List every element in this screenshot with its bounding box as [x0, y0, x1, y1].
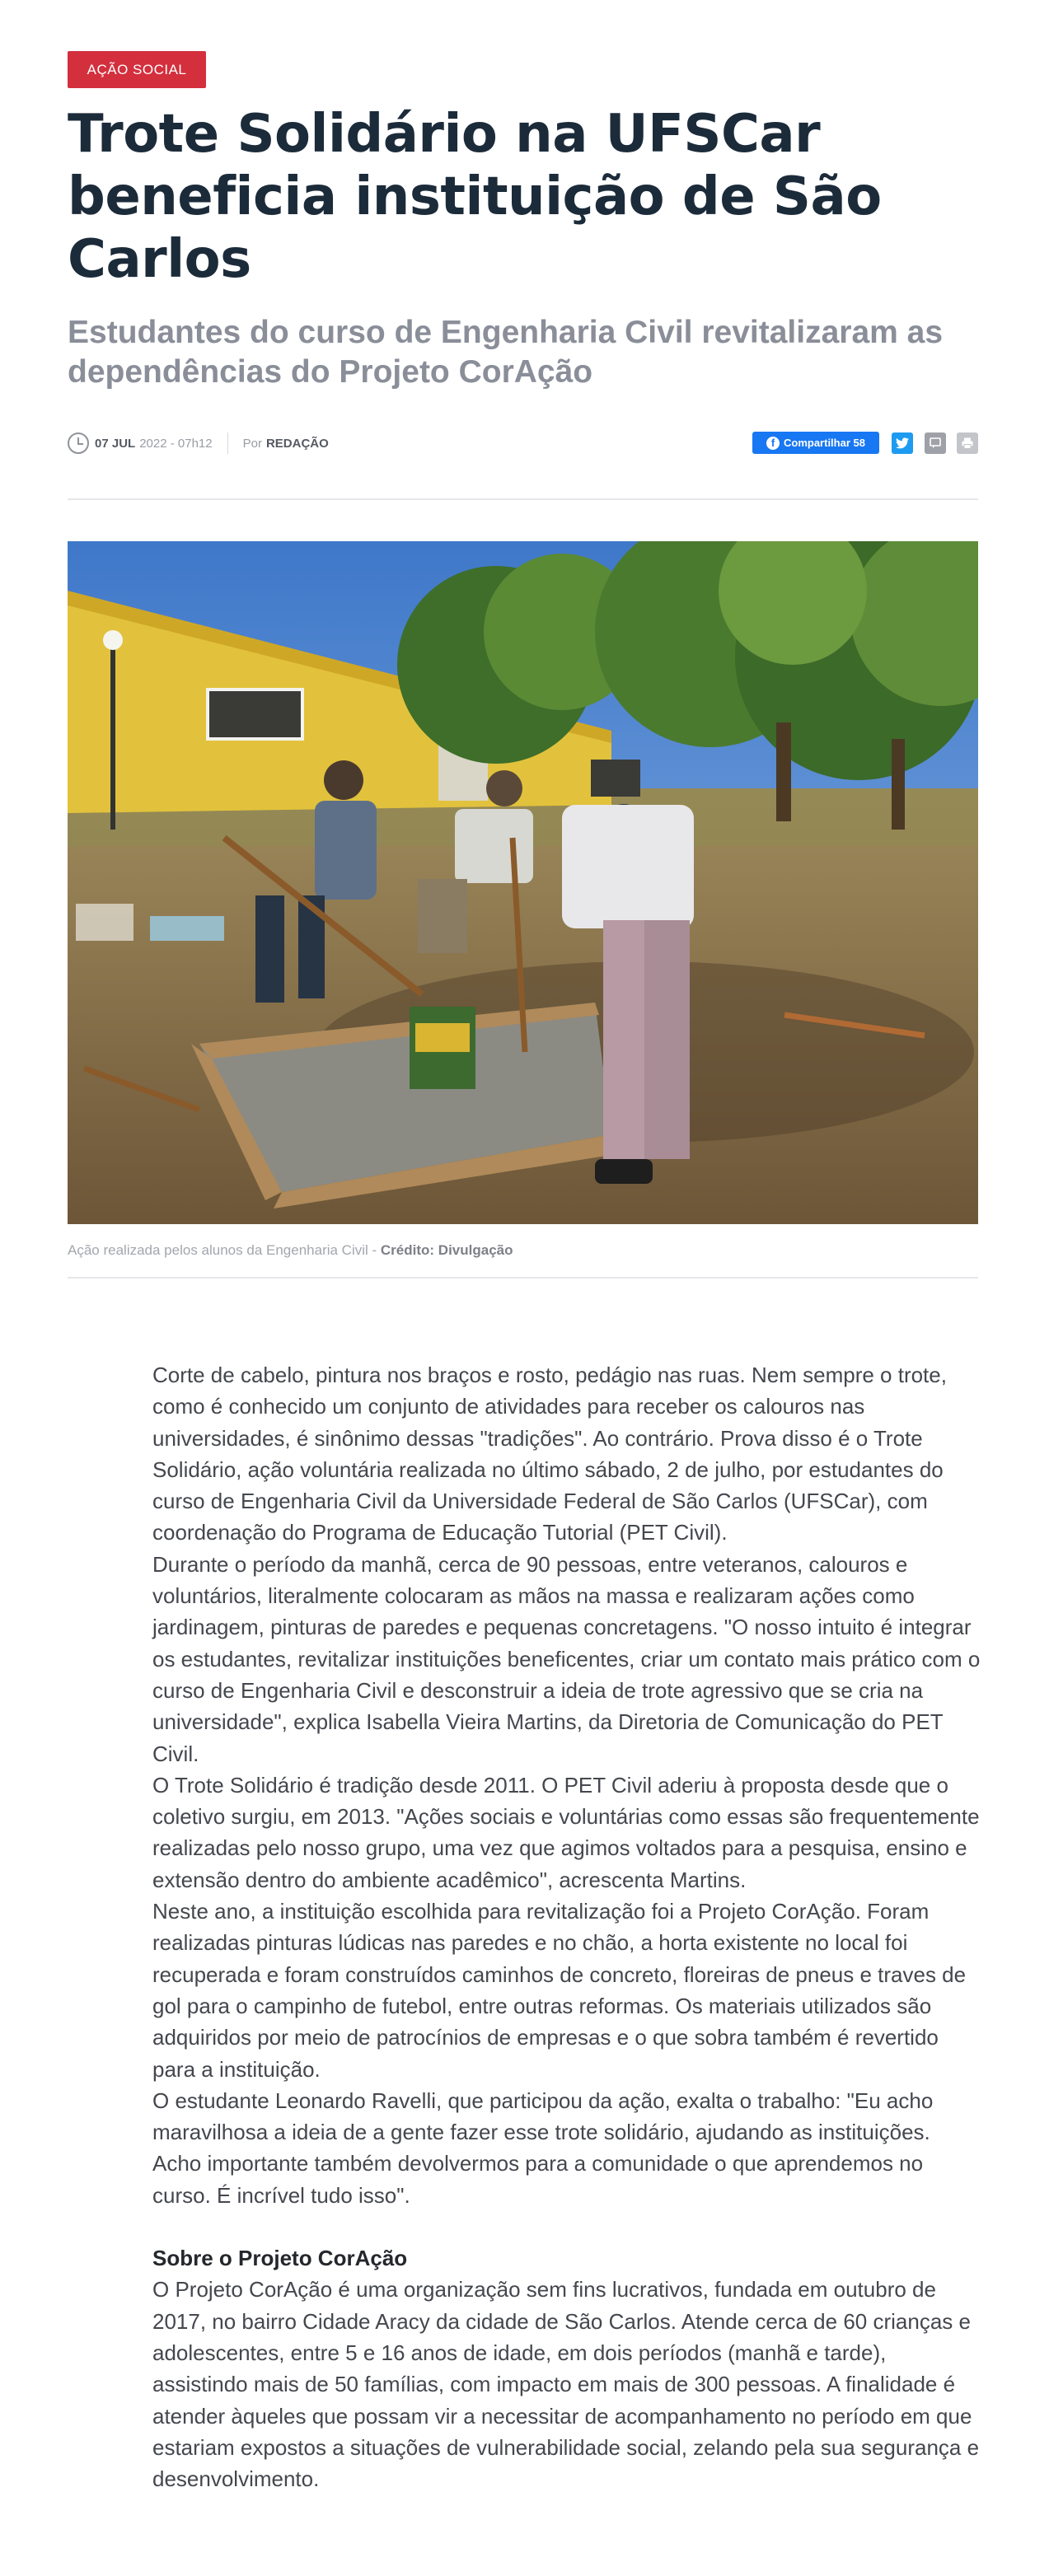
article-paragraph: Neste ano, a instituição escolhida para revitalização foi a Projeto CorAção. Foram realizadas pinturas lúdicas nas paredes e no chão, a horta existente no local foi recuperada e foram construídos caminhos de concreto, floreiras de pneus e traves de gol para o campinho de futebol, entre outras reformas. Os materiais utilizados são adquiridos por meio de patrocínios de empresas e o que sobra também é revertido para a instituição. — [152, 1899, 967, 2082]
header-divider — [68, 498, 978, 500]
photo-credit: Crédito: Divulgação — [380, 1242, 513, 1258]
article-paragraph: Durante o período da manhã, cerca de 90 pessoas, entre veteranos, calouros e voluntários, literalmente colocaram as mãos na massa e realizaram ações como jardinagem, pinturas de paredes e pequenas concretagens. "O nosso intuito é integrar os estudantes, revitalizar instituições beneficentes, criar um contato mais prático com o curso de Engenharia Civil e desconstruir a ideia de trote agressivo que se cria na universidade", explica Isabella Vieira Martins, da Diretoria de Comunicação do PET Civil. — [152, 1551, 981, 1766]
photo-caption — [68, 1242, 513, 1259]
article-paragraph: O Trote Solidário é tradição desde 2011. O PET Civil aderiu à proposta desde que o coletivo surgiu, em 2013. "Ações sociais e voluntárias como essas são frequentemente realizadas pelo nosso grupo, uma vez que agimos voltados para a pesquisa, ensino e extensão dentro do ambiente acadêmico", acrescenta Martins. — [152, 1772, 980, 1892]
article-body — [152, 1359, 981, 2494]
section-heading: Sobre o Projeto CorAção — [152, 2246, 408, 2271]
meta-divider — [227, 432, 228, 454]
article-paragraph: O Projeto CorAção é uma organização sem fins lucrativos, fundada em outubro de 2017, no bairro Cidade Aracy da cidade de São Carlos. Atende cerca de 60 crianças e adolescentes, entre 5 e 16 anos de idade, em dois períodos (manhã e tarde), assistindo mais de 50 famílias, com impacto em mais de 300 pessoas. A finalidade é atender àqueles que possam vir a necessitar de acompanhamento no período em que estariam expostos a situações de vulnerabilidade social, zelando pela sua segurança e desenvolvimento. — [152, 2277, 980, 2492]
article-headline: Trote Solidário na UFSCar beneficia instituição de São Carlos — [68, 104, 882, 290]
article-paragraph: Corte de cabelo, pintura nos braços e rosto, pedágio nas ruas. Nem sempre o trote, como é conhecido um conjunto de atividades para receber os calouros nas universidades, é sinônimo dessas "tradições". Ao contrário. Prova disso é o Trote Solidário, ação voluntária realizada no último sábado, 2 de julho, por estudantes do curso de Engenharia Civil da Universidade Federal de São Carlos (UFSCar), com coordenação do Programa de Educação Tutorial (PET Civil). — [152, 1363, 947, 1545]
photo-caption-text: Ação realizada pelos alunos da Engenharia Civil - — [68, 1242, 381, 1258]
author-name[interactable]: REDAÇÃO — [265, 436, 329, 451]
article-photo — [68, 541, 978, 1224]
photo-divider — [68, 1277, 978, 1279]
author-prefix: Por — [242, 436, 262, 451]
facebook-share-label: Compartilhar 58 — [784, 437, 865, 449]
twitter-icon — [896, 437, 909, 449]
publish-time: 2022 - 07h12 — [139, 436, 213, 451]
print-icon — [961, 437, 974, 450]
facebook-icon: f — [766, 437, 780, 450]
comment-button[interactable] — [925, 432, 946, 454]
article-subtitle: Estudantes do curso de Engenharia Civil revitalizaram as dependências do Projeto CorAção — [68, 315, 944, 390]
comment-icon — [929, 437, 942, 450]
article-paragraph: O estudante Leonardo Ravelli, que participou da ação, exalta o trabalho: "Eu acho maravilhosa a ideia de a gente fazer esse trote solidário, ajudando as instituições. Acho importante também devolvermos para a comunidade o que aprendemos no curso. É incrível tudo isso". — [152, 2087, 934, 2208]
category-tag[interactable]: AÇÃO SOCIAL — [68, 51, 206, 88]
publish-day: 07 JUL — [95, 436, 136, 451]
clock-icon — [68, 432, 89, 454]
print-button[interactable] — [957, 432, 978, 454]
twitter-share-button[interactable] — [892, 432, 913, 454]
article-meta — [68, 431, 329, 456]
facebook-share-button[interactable] — [752, 432, 879, 454]
